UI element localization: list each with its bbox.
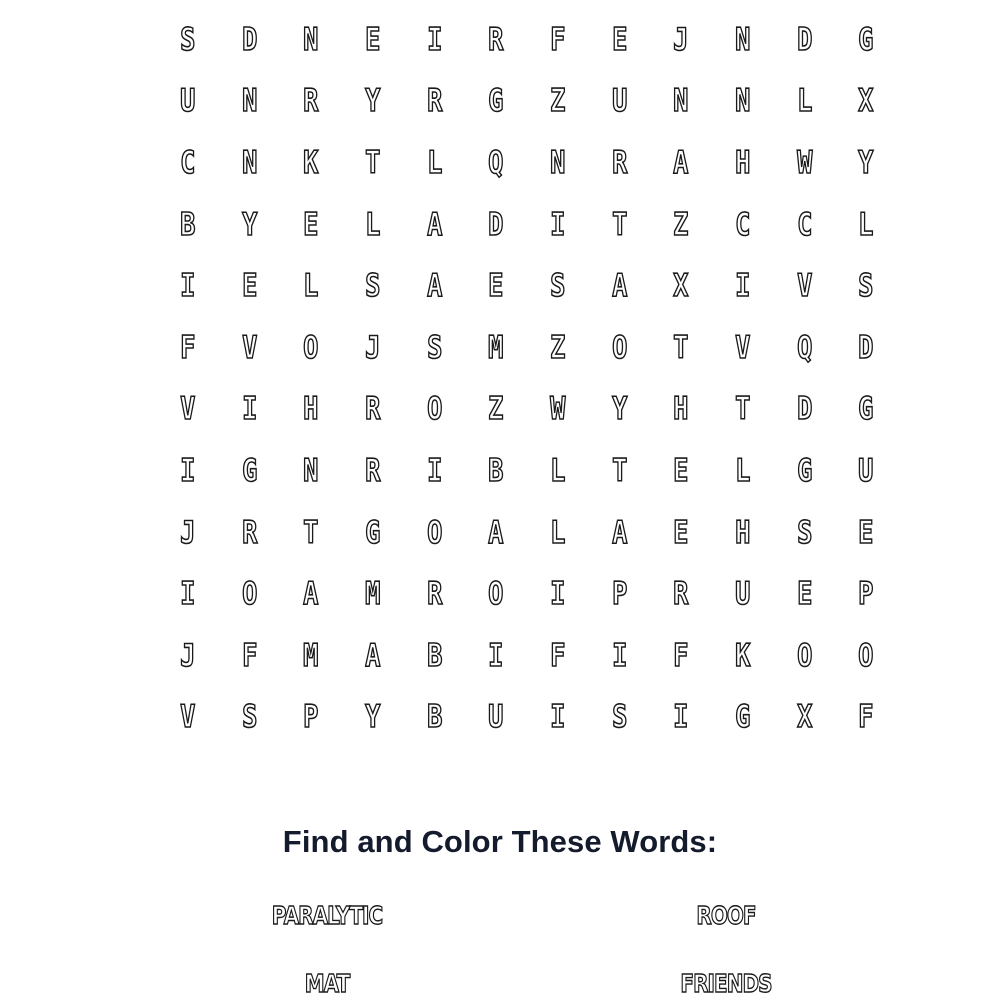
grid-letter-cell[interactable]: R bbox=[365, 452, 381, 489]
grid-letter-cell[interactable]: R bbox=[673, 576, 689, 613]
grid-letter-cell[interactable]: J bbox=[365, 329, 381, 366]
grid-letter-cell[interactable]: A bbox=[673, 144, 689, 181]
grid-letter-cell[interactable]: T bbox=[611, 452, 628, 489]
grid-letter-cell[interactable]: C bbox=[180, 144, 196, 181]
grid-letter-cell[interactable]: F bbox=[241, 637, 258, 674]
grid-letter-cell[interactable]: O bbox=[426, 391, 443, 428]
grid-letter-cell[interactable]: O bbox=[488, 576, 504, 613]
grid-letter-cell[interactable]: Z bbox=[673, 206, 689, 243]
grid-letter-cell[interactable]: Z bbox=[550, 329, 566, 366]
grid-letter-cell[interactable]: Z bbox=[488, 391, 504, 428]
grid-letter-cell[interactable]: F bbox=[858, 699, 874, 736]
grid-letter-cell[interactable]: V bbox=[241, 329, 258, 366]
grid-letter-cell[interactable]: S bbox=[241, 699, 258, 736]
grid-letter-cell[interactable]: A bbox=[611, 514, 628, 551]
grid-letter-cell[interactable]: E bbox=[858, 514, 874, 551]
grid-letter-cell[interactable]: X bbox=[796, 699, 813, 736]
grid-letter-cell[interactable]: D bbox=[241, 21, 258, 58]
grid-letter-cell[interactable]: T bbox=[735, 391, 751, 428]
grid-letter-cell[interactable]: E bbox=[488, 268, 504, 305]
grid-letter-cell[interactable]: O bbox=[241, 576, 258, 613]
grid-letter-cell[interactable]: E bbox=[673, 514, 689, 551]
grid-letter-cell[interactable]: S bbox=[365, 268, 381, 305]
grid-letter-cell[interactable]: L bbox=[550, 514, 566, 551]
grid-letter-cell[interactable]: A bbox=[365, 637, 381, 674]
grid-letter-cell[interactable]: N bbox=[241, 144, 258, 181]
grid-letter-cell[interactable]: O bbox=[426, 514, 443, 551]
grid-letter-cell[interactable]: F bbox=[550, 21, 566, 58]
grid-letter-cell[interactable]: W bbox=[796, 144, 813, 181]
grid-letter-cell[interactable]: I bbox=[550, 206, 566, 243]
grid-letter-cell[interactable]: H bbox=[735, 144, 751, 181]
grid-letter-cell[interactable]: Z bbox=[550, 83, 566, 120]
word-search-grid bbox=[157, 9, 897, 748]
grid-letter-cell[interactable]: I bbox=[180, 268, 196, 305]
grid-letter-cell[interactable]: E bbox=[241, 268, 258, 305]
grid-letter-cell[interactable]: V bbox=[180, 391, 196, 428]
grid-letter-cell[interactable]: L bbox=[735, 452, 751, 489]
grid-letter-cell[interactable]: X bbox=[858, 83, 874, 120]
grid-letter-cell[interactable]: A bbox=[426, 206, 443, 243]
grid-letter-cell[interactable]: R bbox=[611, 144, 628, 181]
grid-letter-cell[interactable]: V bbox=[180, 699, 196, 736]
grid-letter-cell[interactable]: H bbox=[735, 514, 751, 551]
grid-letter-cell[interactable]: U bbox=[180, 83, 196, 120]
grid-letter-cell[interactable]: U bbox=[858, 452, 874, 489]
grid-letter-cell[interactable]: L bbox=[858, 206, 874, 243]
grid-letter-cell[interactable]: O bbox=[611, 329, 628, 366]
grid-letter-cell[interactable]: D bbox=[858, 329, 874, 366]
grid-letter-cell[interactable]: A bbox=[426, 268, 443, 305]
word-list-item: FRIENDS bbox=[680, 969, 772, 998]
grid-letter-cell[interactable]: U bbox=[611, 83, 628, 120]
grid-letter-cell[interactable]: E bbox=[611, 21, 628, 58]
grid-letter-cell[interactable]: O bbox=[796, 637, 813, 674]
grid-letter-cell[interactable]: L bbox=[796, 83, 813, 120]
word-list-item: PARALYTIC bbox=[271, 901, 383, 930]
grid-letter-cell[interactable]: I bbox=[180, 576, 196, 613]
grid-letter-cell[interactable]: S bbox=[426, 329, 443, 366]
grid-letter-cell[interactable]: I bbox=[550, 699, 566, 736]
grid-letter-cell[interactable]: S bbox=[858, 268, 874, 305]
grid-letter-cell[interactable]: L bbox=[550, 452, 566, 489]
grid-letter-cell[interactable]: J bbox=[673, 21, 689, 58]
grid-letter-cell[interactable]: I bbox=[488, 637, 504, 674]
grid-letter-cell[interactable]: N bbox=[673, 83, 689, 120]
grid-letter-cell[interactable]: I bbox=[735, 268, 751, 305]
grid-letter-cell[interactable]: R bbox=[365, 391, 381, 428]
grid-letter-cell[interactable]: F bbox=[673, 637, 689, 674]
grid-letter-cell[interactable]: R bbox=[426, 83, 443, 120]
grid-letter-cell[interactable]: N bbox=[735, 21, 751, 58]
grid-letter-cell[interactable]: T bbox=[611, 206, 628, 243]
grid-letter-cell[interactable]: G bbox=[488, 83, 504, 120]
grid-letter-cell[interactable]: Q bbox=[488, 144, 504, 181]
grid-letter-cell[interactable]: R bbox=[488, 21, 504, 58]
grid-letter-cell[interactable]: W bbox=[550, 391, 566, 428]
grid-letter-cell[interactable]: E bbox=[796, 576, 813, 613]
grid-letter-cell[interactable]: S bbox=[611, 699, 628, 736]
grid-letter-cell[interactable]: O bbox=[858, 637, 874, 674]
grid-letter-cell[interactable]: O bbox=[303, 329, 319, 366]
grid-letter-cell[interactable]: E bbox=[673, 452, 689, 489]
grid-letter-cell[interactable]: P bbox=[858, 576, 874, 613]
grid-letter-cell[interactable]: V bbox=[735, 329, 751, 366]
grid-letter-cell[interactable]: A bbox=[611, 268, 628, 305]
grid-letter-cell[interactable]: H bbox=[303, 391, 319, 428]
grid-letter-cell[interactable]: I bbox=[180, 452, 196, 489]
grid-letter-cell[interactable]: P bbox=[611, 576, 628, 613]
grid-letter-cell[interactable]: U bbox=[735, 576, 751, 613]
word-list-item: ROOF bbox=[696, 901, 756, 930]
grid-letter-cell[interactable]: G bbox=[858, 21, 874, 58]
word-list-heading: Find and Color These Words: bbox=[282, 824, 718, 859]
grid-letter-cell[interactable]: L bbox=[426, 144, 443, 181]
grid-letter-cell[interactable]: E bbox=[365, 21, 381, 58]
grid-letter-cell[interactable]: R bbox=[426, 576, 443, 613]
grid-letter-cell[interactable]: T bbox=[365, 144, 381, 181]
grid-letter-cell[interactable]: M bbox=[488, 329, 504, 366]
grid-letter-cell[interactable]: L bbox=[365, 206, 381, 243]
grid-letter-cell[interactable]: A bbox=[303, 576, 319, 613]
grid-letter-cell[interactable]: Y bbox=[611, 391, 628, 428]
grid-letter-cell[interactable]: N bbox=[241, 83, 258, 120]
grid-letter-cell[interactable]: K bbox=[303, 144, 319, 181]
grid-letter-cell[interactable]: I bbox=[426, 452, 443, 489]
grid-letter-cell[interactable]: N bbox=[550, 144, 566, 181]
grid-letter-cell[interactable]: Q bbox=[796, 329, 813, 366]
grid-letter-cell[interactable]: A bbox=[488, 514, 504, 551]
grid-letter-cell[interactable]: Y bbox=[241, 206, 258, 243]
grid-letter-cell[interactable]: K bbox=[735, 637, 751, 674]
grid-letter-cell[interactable]: V bbox=[796, 268, 813, 305]
grid-letter-cell[interactable]: B bbox=[488, 452, 504, 489]
grid-letter-cell[interactable]: B bbox=[426, 637, 443, 674]
grid-letter-cell[interactable]: I bbox=[426, 21, 443, 58]
grid-letter-cell[interactable]: R bbox=[241, 514, 258, 551]
grid-letter-cell[interactable]: Y bbox=[365, 699, 381, 736]
grid-letter-cell[interactable]: M bbox=[303, 637, 319, 674]
grid-letter-cell[interactable]: E bbox=[303, 206, 319, 243]
word-list-item: MAT bbox=[304, 969, 350, 998]
grid-letter-cell[interactable]: N bbox=[735, 83, 751, 120]
grid-letter-cell[interactable]: N bbox=[303, 452, 319, 489]
grid-letter-cell[interactable]: B bbox=[426, 699, 443, 736]
grid-letter-cell[interactable]: U bbox=[488, 699, 504, 736]
grid-letter-cell[interactable]: Y bbox=[365, 83, 381, 120]
grid-letter-cell[interactable]: P bbox=[303, 699, 319, 736]
grid-letter-cell[interactable]: C bbox=[796, 206, 813, 243]
grid-letter-cell[interactable]: N bbox=[303, 21, 319, 58]
grid-letter-cell[interactable]: D bbox=[796, 391, 813, 428]
grid-letter-cell[interactable]: D bbox=[796, 21, 813, 58]
grid-letter-cell[interactable]: T bbox=[673, 329, 689, 366]
grid-letter-cell[interactable]: G bbox=[241, 452, 258, 489]
grid-letter-cell[interactable]: G bbox=[735, 699, 751, 736]
grid-letter-cell[interactable]: C bbox=[735, 206, 751, 243]
grid-letter-cell[interactable]: R bbox=[303, 83, 319, 120]
grid-letter-cell[interactable]: J bbox=[180, 637, 196, 674]
grid-letter-cell[interactable]: G bbox=[365, 514, 381, 551]
grid-letter-cell[interactable]: J bbox=[180, 514, 196, 551]
grid-letter-cell[interactable]: I bbox=[550, 576, 566, 613]
grid-letter-cell[interactable]: L bbox=[303, 268, 319, 305]
grid-letter-cell[interactable]: I bbox=[673, 699, 689, 736]
grid-letter-cell[interactable]: B bbox=[180, 206, 196, 243]
grid-letter-cell[interactable]: G bbox=[858, 391, 874, 428]
grid-letter-cell[interactable]: S bbox=[180, 21, 196, 58]
grid-letter-cell[interactable]: M bbox=[365, 576, 381, 613]
grid-letter-cell[interactable]: F bbox=[550, 637, 566, 674]
grid-letter-cell[interactable]: T bbox=[303, 514, 319, 551]
grid-letter-cell[interactable]: F bbox=[180, 329, 196, 366]
grid-letter-cell[interactable]: Y bbox=[858, 144, 874, 181]
grid-letter-cell[interactable]: I bbox=[611, 637, 628, 674]
grid-letter-cell[interactable]: D bbox=[488, 206, 504, 243]
grid-letter-cell[interactable]: G bbox=[796, 452, 813, 489]
grid-letter-cell[interactable]: X bbox=[673, 268, 689, 305]
grid-letter-cell[interactable]: S bbox=[796, 514, 813, 551]
grid-letter-cell[interactable]: S bbox=[550, 268, 566, 305]
grid-letter-cell[interactable]: I bbox=[241, 391, 258, 428]
grid-letter-cell[interactable]: H bbox=[673, 391, 689, 428]
